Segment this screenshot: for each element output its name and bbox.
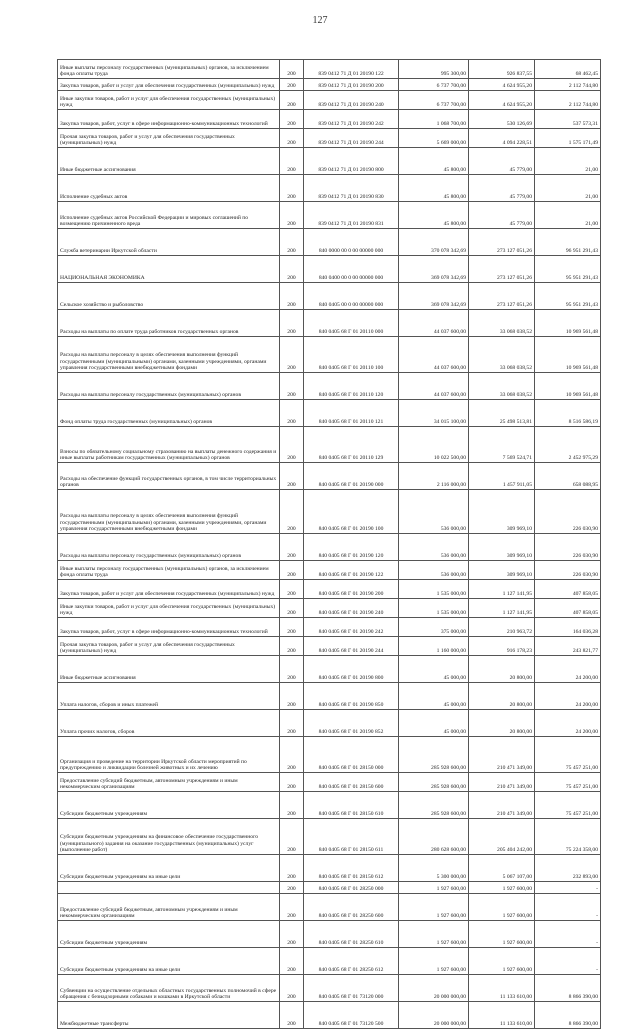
table-row <box>58 91 601 110</box>
table-row <box>58 256 601 283</box>
table-row <box>58 882 601 894</box>
row-code-cell: 200 <box>280 737 304 773</box>
row-csr-cell: 840 0405 68 Г 01 73120 000 <box>304 975 399 1002</box>
row-plan-cell: 285 928 600,00 <box>399 792 469 819</box>
row-csr-cell: 840 0405 68 Г 01 20190 100 <box>304 490 399 534</box>
row-code-cell: 200 <box>280 948 304 975</box>
row-csr-cell: 840 0405 68 Г 01 20190 242 <box>304 618 399 637</box>
row-code-cell: 200 <box>280 656 304 683</box>
row-plan-cell: 1 535 000,00 <box>399 599 469 618</box>
row-plan-cell: 44 037 600,00 <box>399 373 469 400</box>
row-plan-cell: 45 800,00 <box>399 175 469 202</box>
row-plan-cell: 5 300 000,00 <box>399 855 469 882</box>
row-csr-cell: 840 0405 68 Г 01 28250 000 <box>304 882 399 894</box>
table-row <box>58 148 601 175</box>
table-row <box>58 110 601 129</box>
table-row <box>58 656 601 683</box>
row-executed-cell: 1 927 600,00 <box>469 948 535 975</box>
table-row <box>58 618 601 637</box>
row-csr-cell: 839 0412 71 Д 01 20190 200 <box>304 79 399 91</box>
row-plan-cell: 44 037 600,00 <box>399 310 469 337</box>
row-csr-cell: 840 0405 68 Г 01 20190 850 <box>304 683 399 710</box>
row-plan-cell: 5 669 000,00 <box>399 129 469 148</box>
row-plan-cell: 20 000 000,00 <box>399 1002 469 1029</box>
row-code-cell: 200 <box>280 894 304 921</box>
row-remainder-cell: 226 030,90 <box>535 561 601 580</box>
row-plan-cell: 370 078 342,69 <box>399 229 469 256</box>
row-plan-cell: 369 078 342,69 <box>399 283 469 310</box>
row-plan-cell: 536 000,00 <box>399 534 469 561</box>
row-csr-cell: 840 0405 68 Г 01 20190 120 <box>304 534 399 561</box>
row-code-cell: 200 <box>280 256 304 283</box>
row-plan-cell: 1 927 600,00 <box>399 882 469 894</box>
row-executed-cell: 45 779,00 <box>469 148 535 175</box>
row-csr-cell: 839 0412 71 Д 01 20190 240 <box>304 91 399 110</box>
table-row <box>58 561 601 580</box>
row-code-cell: 200 <box>280 683 304 710</box>
table-row <box>58 819 601 855</box>
row-remainder-cell: 8 866 390,00 <box>535 1002 601 1029</box>
table-row <box>58 855 601 882</box>
row-name-cell: Субсидии бюджетным учреждениям <box>58 792 280 819</box>
row-csr-cell: 840 0405 68 Г 01 20190 000 <box>304 463 399 490</box>
row-code-cell: 200 <box>280 1002 304 1029</box>
row-code-cell: 200 <box>280 427 304 463</box>
row-executed-cell: 916 178,23 <box>469 637 535 656</box>
row-csr-cell: 840 0405 68 Г 01 20190 200 <box>304 580 399 599</box>
table-row <box>58 975 601 1002</box>
row-remainder-cell: 10 969 561,48 <box>535 373 601 400</box>
row-executed-cell: 20 800,00 <box>469 683 535 710</box>
row-csr-cell: 840 0405 68 Г 01 20110 100 <box>304 337 399 373</box>
row-name-cell: Иные бюджетные ассигнования <box>58 148 280 175</box>
row-code-cell: 200 <box>280 229 304 256</box>
row-remainder-cell: 96 951 291,43 <box>535 229 601 256</box>
row-csr-cell: 840 0405 68 Г 01 20190 122 <box>304 561 399 580</box>
row-code-cell: 200 <box>280 463 304 490</box>
row-remainder-cell: 24 200,00 <box>535 683 601 710</box>
row-remainder-cell: 232 893,00 <box>535 855 601 882</box>
row-executed-cell: 1 927 600,00 <box>469 921 535 948</box>
row-plan-cell: 2 116 000,00 <box>399 463 469 490</box>
page-number: 127 <box>312 15 328 26</box>
row-code-cell: 200 <box>280 561 304 580</box>
table-row <box>58 129 601 148</box>
row-remainder-cell: 75 457 251,00 <box>535 737 601 773</box>
row-executed-cell: 530 126,69 <box>469 110 535 129</box>
row-csr-cell: 840 0000 00 0 00 00000 000 <box>304 229 399 256</box>
row-name-cell: Исполнение судебных актов Российской Федерации и мировых соглашений по возмещению причиненного вреда <box>58 202 280 229</box>
row-name-cell: Расходы на выплаты персоналу государственных (муниципальных) органов <box>58 373 280 400</box>
row-executed-cell: 4 624 955,20 <box>469 79 535 91</box>
row-executed-cell: 309 969,10 <box>469 490 535 534</box>
row-name-cell: Закупка товаров, работ, услуг в сфере информационно-коммуникационных технологий <box>58 110 280 129</box>
row-name-cell: Закупка товаров, работ и услуг для обеспечения государственных (муниципальных) нужд <box>58 580 280 599</box>
row-remainder-cell: 10 969 561,48 <box>535 337 601 373</box>
row-name-cell: Субсидии бюджетным учреждениям на иные цели <box>58 855 280 882</box>
row-code-cell: 200 <box>280 79 304 91</box>
row-csr-cell: 840 0405 68 Г 01 20110 120 <box>304 373 399 400</box>
row-executed-cell: 45 779,00 <box>469 202 535 229</box>
row-remainder-cell: 8 866 390,00 <box>535 975 601 1002</box>
row-csr-cell: 840 0405 68 Г 01 73120 500 <box>304 1002 399 1029</box>
table-row <box>58 894 601 921</box>
row-name-cell: Расходы на выплаты персоналу в целях обеспечения выполнения функций государственными (муниципальными) органами, казенными учреждениями, органами управления государственными внебюджетными фондами <box>58 337 280 373</box>
row-name-cell: Закупка товаров, работ, услуг в сфере информационно-коммуникационных технологий <box>58 618 280 637</box>
row-executed-cell: 4 094 228,51 <box>469 129 535 148</box>
table-row <box>58 1002 601 1029</box>
row-remainder-cell: 658 088,95 <box>535 463 601 490</box>
row-remainder-cell: 2 452 975,29 <box>535 427 601 463</box>
row-executed-cell: 210 471 349,00 <box>469 792 535 819</box>
row-executed-cell: 45 779,00 <box>469 175 535 202</box>
row-csr-cell: 840 0405 68 Г 01 28250 612 <box>304 948 399 975</box>
row-code-cell: 200 <box>280 855 304 882</box>
row-name-cell: Предоставление субсидий бюджетным, автономным учреждениям и иным некоммерческим организациям <box>58 773 280 792</box>
row-code-cell: 200 <box>280 60 304 79</box>
table-row <box>58 534 601 561</box>
row-executed-cell: 20 800,00 <box>469 710 535 737</box>
row-executed-cell: 11 133 610,00 <box>469 1002 535 1029</box>
row-csr-cell: 840 0405 68 Г 01 20190 852 <box>304 710 399 737</box>
row-code-cell: 200 <box>280 129 304 148</box>
row-code-cell: 200 <box>280 618 304 637</box>
row-name-cell: Иные закупки товаров, работ и услуг для обеспечения государственных (муниципальных) нужд <box>58 599 280 618</box>
row-csr-cell: 839 0412 71 Д 01 20190 800 <box>304 148 399 175</box>
row-code-cell: 200 <box>280 637 304 656</box>
row-remainder-cell: 95 951 291,43 <box>535 283 601 310</box>
row-remainder-cell: 21,00 <box>535 148 601 175</box>
row-csr-cell: 840 0405 68 Г 01 28150 000 <box>304 737 399 773</box>
row-code-cell: 200 <box>280 792 304 819</box>
table-row <box>58 175 601 202</box>
row-remainder-cell: 164 036,28 <box>535 618 601 637</box>
row-name-cell: Иные бюджетные ассигнования <box>58 656 280 683</box>
table-row <box>58 310 601 337</box>
row-executed-cell: 309 969,10 <box>469 561 535 580</box>
row-executed-cell: 1 127 141,95 <box>469 599 535 618</box>
row-name-cell: Расходы на выплаты по оплате труда работников государственных органов <box>58 310 280 337</box>
row-plan-cell: 6 737 700,00 <box>399 79 469 91</box>
row-remainder-cell: 68 462,45 <box>535 60 601 79</box>
row-remainder-cell: 243 821,77 <box>535 637 601 656</box>
row-name-cell: Уплата налогов, сборов и иных платежей <box>58 683 280 710</box>
row-plan-cell: 1 927 600,00 <box>399 948 469 975</box>
row-remainder-cell: 24 200,00 <box>535 710 601 737</box>
row-executed-cell: 273 127 051,26 <box>469 229 535 256</box>
row-remainder-cell: 21,00 <box>535 175 601 202</box>
row-csr-cell: 839 0412 71 Д 01 20190 244 <box>304 129 399 148</box>
row-code-cell: 200 <box>280 400 304 427</box>
table-row <box>58 373 601 400</box>
row-remainder-cell: 2 112 744,80 <box>535 91 601 110</box>
row-remainder-cell: 1 575 171,49 <box>535 129 601 148</box>
row-code-cell: 200 <box>280 534 304 561</box>
row-name-cell <box>58 882 280 894</box>
row-plan-cell: 6 737 700,00 <box>399 91 469 110</box>
row-executed-cell: 1 127 141,95 <box>469 580 535 599</box>
table-row <box>58 202 601 229</box>
table-row <box>58 400 601 427</box>
row-code-cell: 200 <box>280 490 304 534</box>
row-csr-cell: 840 0405 68 Г 01 20110 129 <box>304 427 399 463</box>
row-csr-cell: 840 0405 68 Г 01 20110 121 <box>304 400 399 427</box>
row-plan-cell: 285 928 600,00 <box>399 737 469 773</box>
row-csr-cell: 840 0405 68 Г 01 28150 612 <box>304 855 399 882</box>
table-row <box>58 773 601 792</box>
table-row <box>58 792 601 819</box>
row-remainder-cell: 75 457 251,00 <box>535 773 601 792</box>
row-code-cell: 200 <box>280 710 304 737</box>
row-remainder-cell: - <box>535 882 601 894</box>
row-code-cell: 200 <box>280 882 304 894</box>
row-plan-cell: 1 160 000,00 <box>399 637 469 656</box>
table-row <box>58 229 601 256</box>
row-name-cell: Прочая закупка товаров, работ и услуг для обеспечения государственных (муниципальных) нужд <box>58 637 280 656</box>
row-name-cell: Сельское хозяйство и рыболовство <box>58 283 280 310</box>
row-name-cell: Иные выплаты персоналу государственных (муниципальных) органов, за исключением фонда оплаты труда <box>58 561 280 580</box>
row-remainder-cell: 8 516 586,19 <box>535 400 601 427</box>
row-remainder-cell: - <box>535 948 601 975</box>
row-name-cell: Уплата прочих налогов, сборов <box>58 710 280 737</box>
row-code-cell: 200 <box>280 283 304 310</box>
row-plan-cell: 369 078 342,69 <box>399 256 469 283</box>
row-csr-cell: 840 0405 68 Г 01 28250 610 <box>304 921 399 948</box>
table-body <box>58 60 601 1029</box>
row-executed-cell: 309 969,10 <box>469 534 535 561</box>
row-csr-cell: 840 0405 68 Г 01 20190 244 <box>304 637 399 656</box>
row-name-cell: Субсидии бюджетным учреждениям <box>58 921 280 948</box>
table-row <box>58 948 601 975</box>
row-plan-cell: 34 015 100,00 <box>399 400 469 427</box>
row-name-cell: Субсидии бюджетным учреждениям на финансовое обеспечение государственного (муниципального) задания на оказание государственных (муниципальных) услуг (выполнение работ) <box>58 819 280 855</box>
row-name-cell: Расходы на выплаты персоналу государственных (муниципальных) органов <box>58 534 280 561</box>
table-row <box>58 921 601 948</box>
row-remainder-cell: - <box>535 894 601 921</box>
row-name-cell: Иные выплаты персоналу государственных (муниципальных) органов, за исключением фонда оплаты труда <box>58 60 280 79</box>
row-executed-cell: 205 404 242,00 <box>469 819 535 855</box>
row-remainder-cell: 21,00 <box>535 202 601 229</box>
row-remainder-cell: 226 030,90 <box>535 534 601 561</box>
row-executed-cell: 1 457 911,05 <box>469 463 535 490</box>
row-csr-cell: 840 0405 68 Г 01 28250 600 <box>304 894 399 921</box>
table-row <box>58 683 601 710</box>
row-remainder-cell: - <box>535 921 601 948</box>
row-code-cell: 200 <box>280 921 304 948</box>
row-csr-cell: 840 0405 68 Г 01 28150 611 <box>304 819 399 855</box>
table-row <box>58 580 601 599</box>
row-name-cell: Субвенции на осуществление отдельных областных государственных полномочий в сфере обращения с безнадзорными собаками и кошками в Иркутской области <box>58 975 280 1002</box>
row-code-cell: 200 <box>280 773 304 792</box>
row-remainder-cell: 24 200,00 <box>535 656 601 683</box>
row-executed-cell: 5 067 107,00 <box>469 855 535 882</box>
row-code-cell: 200 <box>280 202 304 229</box>
row-remainder-cell: 2 112 744,80 <box>535 79 601 91</box>
row-csr-cell: 840 0405 00 0 00 00000 000 <box>304 283 399 310</box>
row-csr-cell: 840 0405 68 Г 01 20110 000 <box>304 310 399 337</box>
row-plan-cell: 1 927 600,00 <box>399 921 469 948</box>
row-executed-cell: 926 837,55 <box>469 60 535 79</box>
row-code-cell: 200 <box>280 110 304 129</box>
budget-execution-table <box>57 59 601 1029</box>
row-executed-cell: 273 127 051,26 <box>469 256 535 283</box>
row-remainder-cell: 226 030,90 <box>535 490 601 534</box>
row-plan-cell: 20 000 000,00 <box>399 975 469 1002</box>
row-csr-cell: 839 0412 71 Д 01 20190 830 <box>304 175 399 202</box>
row-executed-cell: 25 498 513,81 <box>469 400 535 427</box>
row-remainder-cell: 75 457 251,00 <box>535 792 601 819</box>
row-name-cell: Расходы на выплаты персоналу в целях обеспечения выполнения функций государственными (муниципальными) органами, казенными учреждениями, органами управления государственными внебюджетными фондами <box>58 490 280 534</box>
row-name-cell: Служба ветеринарии Иркутской области <box>58 229 280 256</box>
row-name-cell: Предоставление субсидий бюджетным, автономным учреждениям и иным некоммерческим организациям <box>58 894 280 921</box>
row-plan-cell: 995 300,00 <box>399 60 469 79</box>
row-name-cell: Исполнение судебных актов <box>58 175 280 202</box>
row-csr-cell: 840 0405 68 Г 01 28150 600 <box>304 773 399 792</box>
row-remainder-cell: 10 969 561,48 <box>535 310 601 337</box>
table-row <box>58 737 601 773</box>
table-row <box>58 283 601 310</box>
row-code-cell: 200 <box>280 599 304 618</box>
row-name-cell: Межбюджетные трансферты <box>58 1002 280 1029</box>
row-executed-cell: 1 927 600,00 <box>469 894 535 921</box>
row-code-cell: 200 <box>280 175 304 202</box>
row-executed-cell: 1 927 600,00 <box>469 882 535 894</box>
table-row <box>58 427 601 463</box>
table-row <box>58 637 601 656</box>
row-executed-cell: 7 569 524,71 <box>469 427 535 463</box>
row-plan-cell: 1 068 700,00 <box>399 110 469 129</box>
row-executed-cell: 4 624 955,20 <box>469 91 535 110</box>
row-remainder-cell: 537 573,31 <box>535 110 601 129</box>
row-plan-cell: 375 000,00 <box>399 618 469 637</box>
table-row <box>58 337 601 373</box>
row-executed-cell: 33 068 038,52 <box>469 310 535 337</box>
row-plan-cell: 45 000,00 <box>399 656 469 683</box>
row-plan-cell: 1 927 600,00 <box>399 894 469 921</box>
row-executed-cell: 210 471 349,00 <box>469 773 535 792</box>
row-plan-cell: 280 628 600,00 <box>399 819 469 855</box>
row-name-cell: НАЦИОНАЛЬНАЯ ЭКОНОМИКА <box>58 256 280 283</box>
table-row <box>58 490 601 534</box>
row-name-cell: Иные закупки товаров, работ и услуг для обеспечения государственных (муниципальных) нужд <box>58 91 280 110</box>
row-executed-cell: 33 068 038,52 <box>469 373 535 400</box>
row-code-cell: 200 <box>280 91 304 110</box>
row-plan-cell: 45 000,00 <box>399 710 469 737</box>
row-remainder-cell: 75 224 358,00 <box>535 819 601 855</box>
row-plan-cell: 1 535 000,00 <box>399 580 469 599</box>
row-plan-cell: 45 000,00 <box>399 683 469 710</box>
row-remainder-cell: 407 858,05 <box>535 599 601 618</box>
row-name-cell: Расходы на обеспечение функций государственных органов, в том числе территориальных органов <box>58 463 280 490</box>
row-plan-cell: 10 022 500,00 <box>399 427 469 463</box>
row-csr-cell: 840 0405 68 Г 01 20190 240 <box>304 599 399 618</box>
row-code-cell: 200 <box>280 975 304 1002</box>
table-row <box>58 79 601 91</box>
row-executed-cell: 11 133 610,00 <box>469 975 535 1002</box>
row-plan-cell: 45 800,00 <box>399 202 469 229</box>
row-remainder-cell: 407 858,05 <box>535 580 601 599</box>
row-executed-cell: 33 068 038,52 <box>469 337 535 373</box>
row-code-cell: 200 <box>280 310 304 337</box>
row-executed-cell: 273 127 051,26 <box>469 283 535 310</box>
row-csr-cell: 840 0400 00 0 00 00000 000 <box>304 256 399 283</box>
row-executed-cell: 210 471 349,00 <box>469 737 535 773</box>
row-csr-cell: 839 0412 71 Д 01 20190 122 <box>304 60 399 79</box>
row-csr-cell: 839 0412 71 Д 01 20190 831 <box>304 202 399 229</box>
row-executed-cell: 210 963,72 <box>469 618 535 637</box>
row-csr-cell: 840 0405 68 Г 01 20190 800 <box>304 656 399 683</box>
row-remainder-cell: 95 951 291,43 <box>535 256 601 283</box>
row-name-cell: Организация и проведение на территории Иркутской области мероприятий по предупреждению и ликвидации болезней животных и их лечению <box>58 737 280 773</box>
row-csr-cell: 839 0412 71 Д 01 20190 242 <box>304 110 399 129</box>
row-code-cell: 200 <box>280 580 304 599</box>
row-code-cell: 200 <box>280 373 304 400</box>
table-row <box>58 710 601 737</box>
row-name-cell: Фонд оплаты труда государственных (муниципальных) органов <box>58 400 280 427</box>
row-name-cell: Прочая закупка товаров, работ и услуг для обеспечения государственных (муниципальных) нужд <box>58 129 280 148</box>
table-row <box>58 463 601 490</box>
row-csr-cell: 840 0405 68 Г 01 28150 610 <box>304 792 399 819</box>
row-plan-cell: 536 000,00 <box>399 490 469 534</box>
row-plan-cell: 45 800,00 <box>399 148 469 175</box>
row-name-cell: Закупка товаров, работ и услуг для обеспечения государственных (муниципальных) нужд <box>58 79 280 91</box>
row-executed-cell: 20 800,00 <box>469 656 535 683</box>
row-plan-cell: 44 037 600,00 <box>399 337 469 373</box>
row-code-cell: 200 <box>280 337 304 373</box>
row-code-cell: 200 <box>280 819 304 855</box>
table-row <box>58 60 601 79</box>
row-code-cell: 200 <box>280 148 304 175</box>
table-row <box>58 599 601 618</box>
row-plan-cell: 285 928 600,00 <box>399 773 469 792</box>
row-plan-cell: 536 000,00 <box>399 561 469 580</box>
row-name-cell: Взносы по обязательному социальному страхованию на выплаты денежного содержания и иные выплаты работникам государственных (муниципальных) органов <box>58 427 280 463</box>
row-name-cell: Субсидии бюджетным учреждениям на иные цели <box>58 948 280 975</box>
